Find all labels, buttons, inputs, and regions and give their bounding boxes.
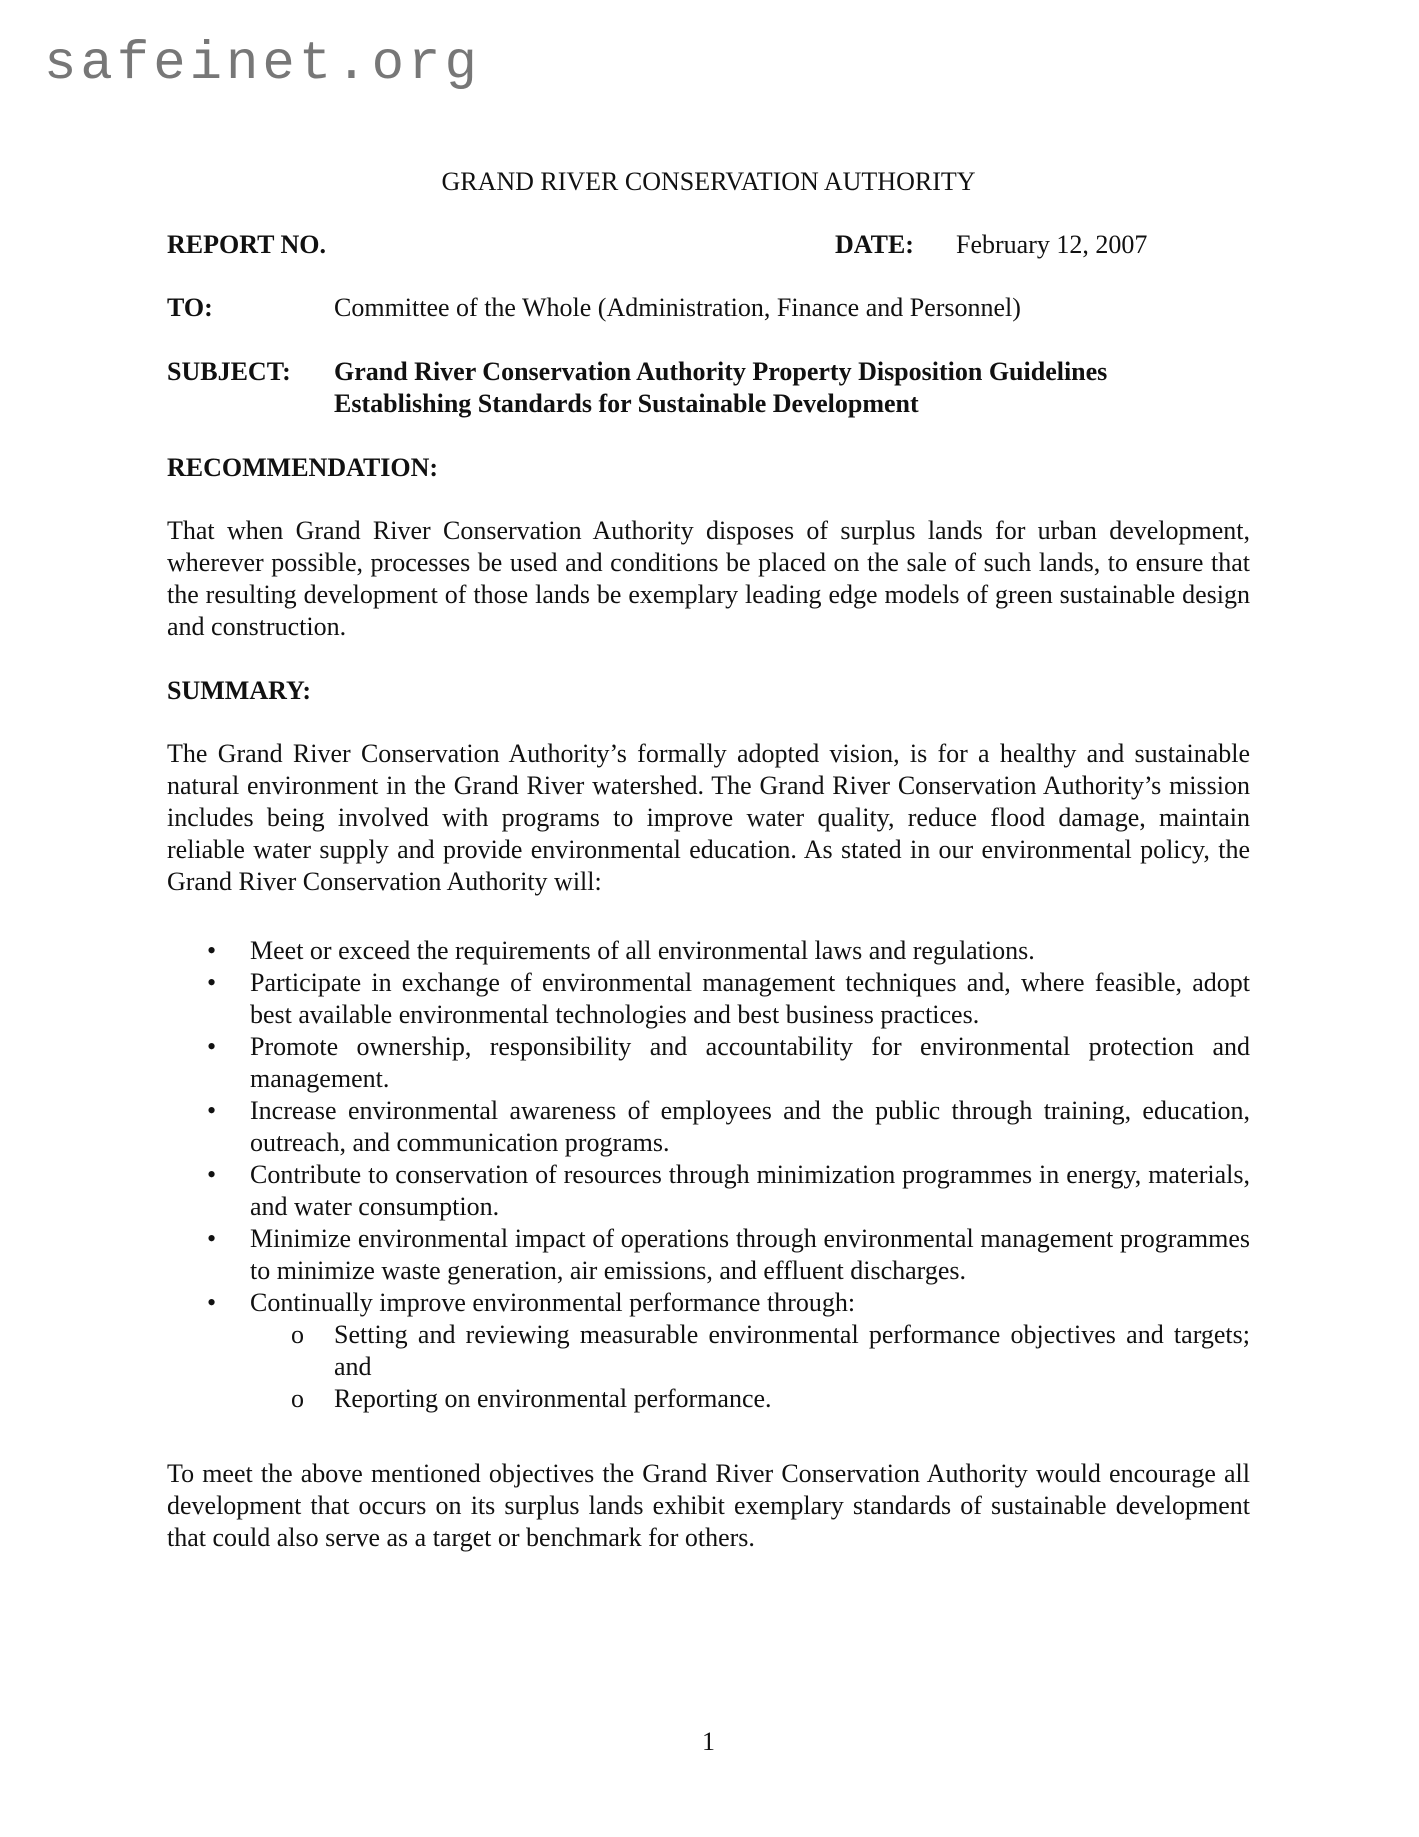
sub-bullet-text: Reporting on environmental performance.	[334, 1384, 772, 1413]
bullet-marker: •	[207, 936, 217, 965]
sub-bullet-marker: o	[291, 1384, 304, 1413]
to-label: TO:	[167, 293, 213, 322]
sub-bullet-marker: o	[291, 1320, 304, 1349]
policy-bullet-list	[167, 935, 1250, 1415]
closing-paragraph: To meet the above mentioned objectives the Grand River Conservation Authority would encourage all development that occurs on its surplus lands exhibit exemplary standards of sustainable development that could also serve as a target or benchmark for others.	[167, 1459, 1250, 1552]
recommendation-text: That when Grand River Conservation Authority disposes of surplus lands for urban development, wherever possible, processes be used and conditions be placed on the sale of such lands, to ensure that the resulting development of those lands be exemplary leading edge models of green sustainable design and construction.	[167, 516, 1250, 641]
bullet-text: Minimize environmental impact of operations through environmental management programmes to minimize waste generation, air emissions, and effluent discharges.	[250, 1224, 1250, 1285]
bullet-marker: •	[207, 1096, 217, 1125]
list-item	[167, 1223, 1250, 1287]
bullet-text: Increase environmental awareness of employees and the public through training, education, outreach, and communication programs.	[250, 1096, 1250, 1157]
bullet-marker: •	[207, 1288, 217, 1317]
list-item	[167, 1095, 1250, 1159]
subject-line-2: Establishing Standards for Sustainable Development	[334, 389, 919, 418]
list-item	[167, 1031, 1250, 1095]
date-label: DATE:	[835, 230, 914, 259]
to-value: Committee of the Whole (Administration, Finance and Personnel)	[334, 293, 1021, 322]
bullet-text: Promote ownership, responsibility and accountability for environmental protection and management.	[250, 1032, 1250, 1093]
subject-value	[334, 356, 1250, 420]
report-number-label: REPORT NO.	[167, 230, 326, 259]
list-item	[167, 1287, 1250, 1415]
subject-line-1: Grand River Conservation Authority Property Disposition Guidelines	[334, 357, 1108, 386]
bullet-marker: •	[207, 1032, 217, 1061]
sub-bullet-list	[250, 1319, 1250, 1415]
sub-list-item	[250, 1383, 1250, 1415]
bullet-marker: •	[207, 968, 217, 997]
bullet-text: Contribute to conservation of resources through minimization programmes in energy, materials, and water consumption.	[250, 1160, 1250, 1221]
subject-label: SUBJECT:	[167, 357, 291, 386]
bullet-text: Participate in exchange of environmental management techniques and, where feasible, adopt best available environmental technologies and best business practices.	[250, 968, 1250, 1029]
watermark: safeinet.org	[44, 34, 481, 95]
bullet-text: Meet or exceed the requirements of all environmental laws and regulations.	[250, 936, 1035, 965]
summary-intro: The Grand River Conservation Authority’s formally adopted vision, is for a healthy and sustainable natural environment in the Grand River watershed. The Grand River Conservation Authority’s mission includes being involved with programs to improve water quality, reduce flood damage, maintain reliable water supply and provide environmental education. As stated in our environmental policy, the Grand River Conservation Authority will:	[167, 739, 1250, 896]
organization-title: GRAND RIVER CONSERVATION AUTHORITY	[441, 167, 976, 196]
recommendation-heading: RECOMMENDATION:	[167, 453, 439, 482]
sub-list-item	[250, 1319, 1250, 1383]
list-item	[167, 1159, 1250, 1223]
date-value: February 12, 2007	[956, 230, 1148, 259]
page-number: 1	[702, 1727, 715, 1756]
bullet-marker: •	[207, 1160, 217, 1189]
bullet-marker: •	[207, 1224, 217, 1253]
sub-bullet-text: Setting and reviewing measurable environmental performance objectives and targets; and	[334, 1320, 1250, 1381]
summary-heading: SUMMARY:	[167, 676, 312, 705]
list-item	[167, 967, 1250, 1031]
list-item	[167, 935, 1250, 967]
bullet-text: Continually improve environmental performance through:	[250, 1288, 856, 1317]
